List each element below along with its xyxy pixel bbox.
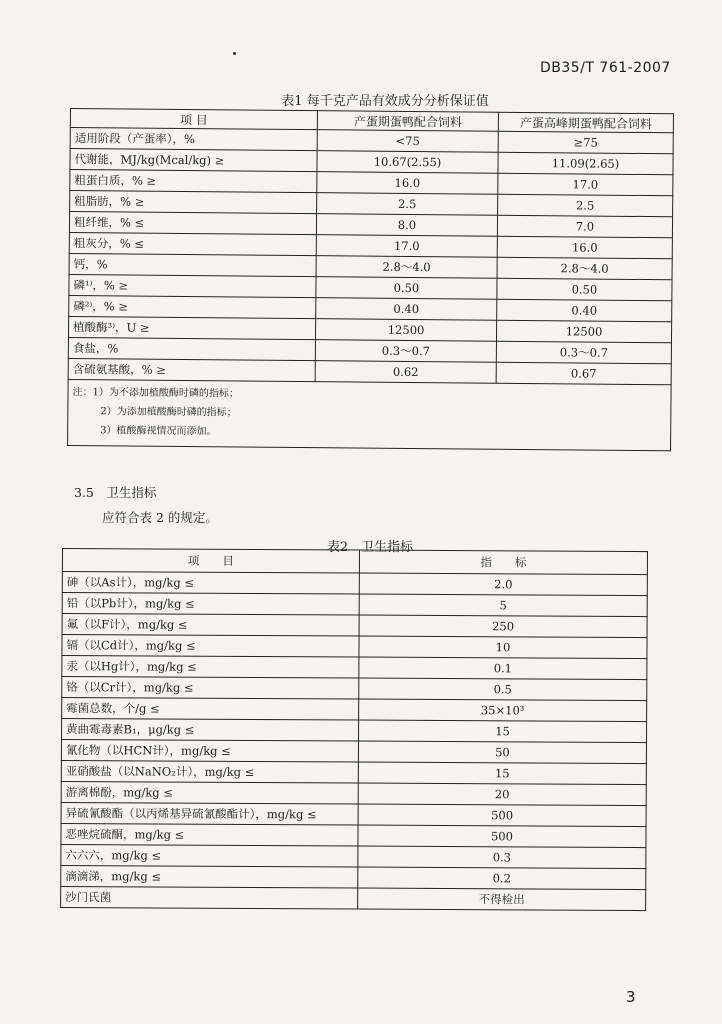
table2-row <box>61 781 646 805</box>
table2-cell: 0.3 <box>358 846 646 869</box>
table2-cell: 恶唑烷硫酮，mg/kg ≤ <box>61 823 358 846</box>
table2-cell: 沙门氏菌 <box>61 886 358 909</box>
table1-cell: 16.0 <box>317 172 498 195</box>
table1-title: 表1 每千克产品有效成分分析保证值 <box>281 94 489 109</box>
table2-row <box>62 677 647 701</box>
table2-cell: 15 <box>358 762 646 785</box>
table2-row <box>61 844 646 868</box>
table1-note: 注：1）为不添加植酸酶时磷的指标； <box>72 387 239 400</box>
table2-cell: 镉（以Cd计），mg/kg ≤ <box>62 635 359 658</box>
table1-cell: ≥75 <box>498 131 673 154</box>
table1-cell: 10.67(2.55) <box>317 151 498 174</box>
table1-cell: 钙，% <box>69 253 316 276</box>
table2-cell: 5 <box>359 594 647 617</box>
table2-row <box>62 656 647 680</box>
table1 <box>67 108 674 451</box>
table1-cell: 11.09(2.65) <box>498 152 673 175</box>
table2-cell: 异硫氰酸酯（以丙烯基异硫氰酸酯计），mg/kg ≤ <box>61 802 358 825</box>
table1-cell: 2.8～4.0 <box>497 257 672 280</box>
table1-cell: 17.0 <box>498 173 673 196</box>
table1-cell: 16.0 <box>497 236 672 259</box>
table1-cell: 食盐，% <box>68 337 315 360</box>
table2-row <box>62 635 647 659</box>
table1-note: 3）植酸酶视情况而添加。 <box>100 425 217 438</box>
scan-speck <box>233 52 236 55</box>
table1-cell: 0.40 <box>497 299 672 322</box>
section-text: 应符合表 2 的规定。 <box>102 510 218 525</box>
table2-row <box>62 593 647 617</box>
table1-cell: 7.0 <box>497 215 672 238</box>
table2-row <box>61 802 646 826</box>
table1-cell: 0.67 <box>496 362 671 385</box>
table1-header-cell: 产蛋期蛋鸭配合饲料 <box>317 111 498 132</box>
table2-cell: 六六六，mg/kg ≤ <box>61 844 358 867</box>
table2-cell: 250 <box>359 615 647 638</box>
table2-cell: 铅（以Pb计），mg/kg ≤ <box>62 593 359 616</box>
table1-cell: 粗灰分，% ≤ <box>69 232 316 255</box>
table1-notes-row <box>68 379 672 450</box>
table1-header-cell: 产蛋高峰期蛋鸭配合饲料 <box>498 112 673 133</box>
table1-cell: 粗蛋白质，% ≥ <box>70 170 317 193</box>
table1-cell: <75 <box>317 130 498 153</box>
table2-row <box>61 740 646 764</box>
table1-cell: 0.50 <box>316 277 497 300</box>
table2-cell: 50 <box>358 741 646 764</box>
table2-row <box>61 760 646 784</box>
table2-row <box>61 823 646 847</box>
table2-cell: 15 <box>358 720 646 743</box>
document-number: DB35/T 761-2007 <box>540 60 671 76</box>
table1-cell: 12500 <box>315 319 496 342</box>
table1-cell: 0.3～0.7 <box>496 341 671 364</box>
table2-row <box>61 719 646 743</box>
table1-cell: 0.3～0.7 <box>315 340 496 363</box>
table2-cell: 10 <box>359 636 647 659</box>
table2-cell: 氰化物（以HCN计），mg/kg ≤ <box>61 740 358 763</box>
table2-cell: 500 <box>358 804 646 827</box>
table1-cell: 代谢能，MJ/kg(Mcal/kg) ≥ <box>70 149 317 172</box>
table2-cell: 0.5 <box>359 678 647 701</box>
table2-cell: 黄曲霉毒素B₁，μg/kg ≤ <box>61 719 358 742</box>
table1-header-cell: 项 目 <box>70 109 317 130</box>
table1-cell: 磷¹⁾，% ≥ <box>69 274 316 297</box>
table1-cell: 2.8～4.0 <box>316 256 497 279</box>
table1-cell: 植酸酶³⁾，U ≥ <box>68 316 315 339</box>
table2-row <box>61 865 646 889</box>
table1-cell: 适用阶段（产蛋率），% <box>70 128 317 151</box>
table1-note: 2）为添加植酸酶时磷的指标； <box>100 406 237 419</box>
table1-cell: 2.5 <box>317 193 498 216</box>
table1-cell: 17.0 <box>316 235 497 258</box>
table2-cell: 亚硝酸盐（以NaNO₂计），mg/kg ≤ <box>61 760 358 783</box>
page-number: 3 <box>626 988 636 1006</box>
table1-cell: 粗脂肪，% ≥ <box>70 191 317 214</box>
table1-cell: 0.62 <box>315 361 496 384</box>
table1-cell: 0.40 <box>316 298 497 321</box>
table2-cell: 汞（以Hg计），mg/kg ≤ <box>62 656 359 679</box>
table2-cell: 铬（以Cr计），mg/kg ≤ <box>62 677 359 700</box>
table2-cell: 35×10³ <box>359 699 647 722</box>
table1-cell: 粗纤维，% ≤ <box>69 212 316 235</box>
table1-cell: 磷²⁾，% ≥ <box>69 295 316 318</box>
table2-cell: 20 <box>358 783 646 806</box>
table2-cell: 游离棉酚，mg/kg ≤ <box>61 781 358 804</box>
table2 <box>60 548 648 911</box>
table2-row <box>62 572 647 596</box>
table2-cell: 氟（以F计），mg/kg ≤ <box>62 614 359 637</box>
table2-cell: 滴滴涕，mg/kg ≤ <box>61 865 358 888</box>
table2-header-cell: 指 标 <box>359 550 647 575</box>
table2-cell: 砷（以As计），mg/kg ≤ <box>62 572 359 595</box>
table1-cell: 2.5 <box>498 194 673 217</box>
table1-cell: 0.50 <box>497 278 672 301</box>
table2-row <box>62 698 647 722</box>
table1-cell: 12500 <box>496 320 671 343</box>
table2-cell: 0.1 <box>359 657 647 680</box>
table2-cell: 0.2 <box>358 867 646 890</box>
table2-cell: 不得检出 <box>358 888 646 911</box>
table2-row <box>61 886 646 910</box>
table1-cell: 8.0 <box>316 214 497 237</box>
table2-cell: 2.0 <box>359 573 647 596</box>
table2-cell: 霉菌总数，个/g ≤ <box>62 698 359 721</box>
table2-title: 表2 卫生指标 <box>326 540 414 555</box>
table2-cell: 500 <box>358 825 646 848</box>
section-title: 3.5 卫生指标 <box>74 485 157 500</box>
table2-row <box>62 614 647 638</box>
table2-header-cell: 项 目 <box>62 549 359 574</box>
table1-cell: 含硫氨基酸，% ≥ <box>68 358 315 381</box>
table1-notes <box>68 379 672 450</box>
table2-header-row <box>62 549 647 575</box>
